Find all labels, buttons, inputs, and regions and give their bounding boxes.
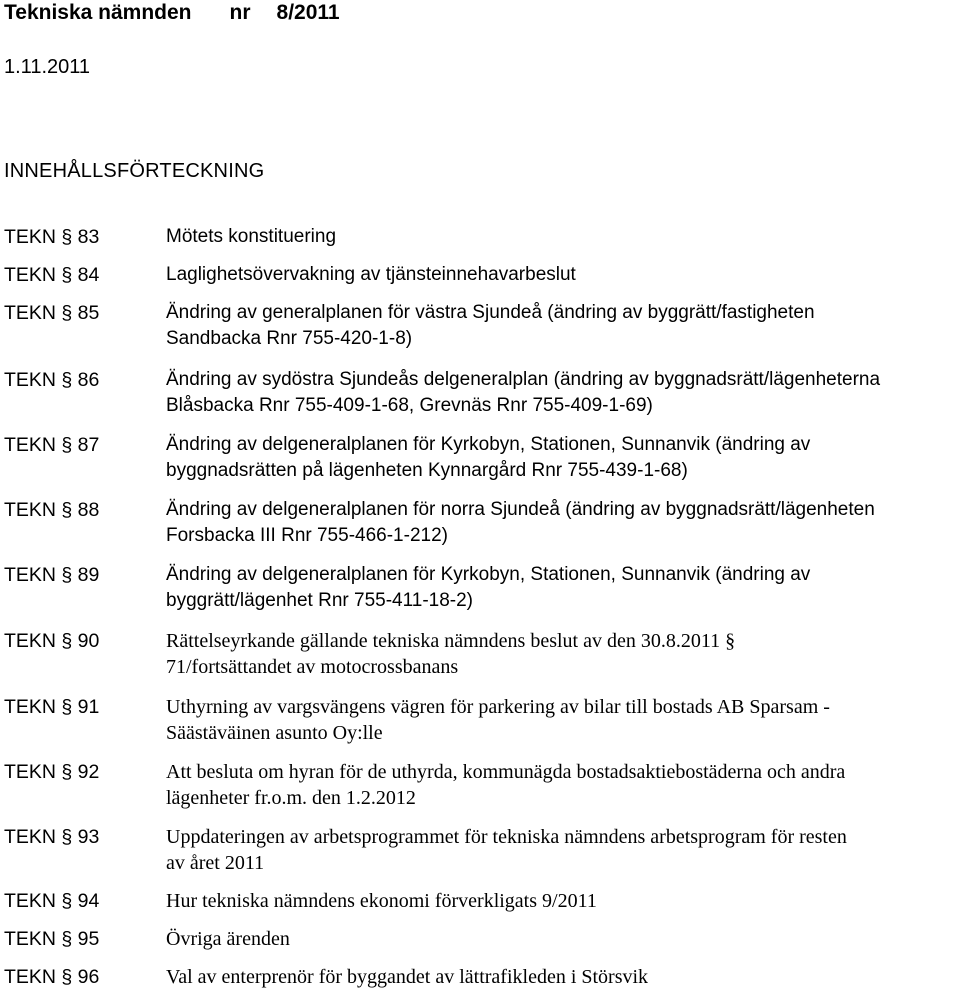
toc-entry-title (166, 824, 847, 876)
toc-entry-title-line2: Blåsbacka Rnr 755-409-1-68, Grevnäs Rnr 755-409-1-69) (166, 395, 653, 416)
toc-entry-title-line2: byggrätt/lägenhet Rnr 755-411-18-2) (166, 590, 474, 611)
toc-entry-title-line1: Mötets konstituering (166, 226, 337, 247)
toc-entry-code: TEKN § 85 (4, 302, 100, 324)
toc-entry-code: TEKN § 88 (4, 499, 100, 521)
toc-heading: INNEHÅLLSFÖRTECKNING (4, 160, 265, 182)
toc-entry-title-line1: Laglighetsövervakning av tjänsteinnehavarbeslut (166, 264, 576, 285)
toc-entry-code: TEKN § 94 (4, 890, 100, 912)
toc-entry-code: TEKN § 96 (4, 966, 100, 988)
meeting-number: 8/2011 (276, 1, 340, 24)
toc-entry-title-line1: Uthyrning av vargsvängens vägren för parkering av bilar till bostads AB Sparsam - (166, 696, 830, 718)
toc-entry-title-line1: Ändring av delgeneralplanen för Kyrkobyn, Stationen, Sunnanvik (ändring av (166, 434, 811, 455)
toc-entry-title (166, 926, 290, 952)
toc-entry-code: TEKN § 87 (4, 434, 100, 456)
toc-entry-title (166, 497, 875, 549)
toc-entry-title-line2: 71/fortsättandet av motocrossbanans (166, 656, 459, 678)
toc-entry-title-line1: Ändring av sydöstra Sjundeås delgeneralplan (ändring av byggnadsrätt/lägenheterna (166, 369, 881, 390)
toc-entry-code: TEKN § 92 (4, 761, 100, 783)
toc-entry-code: TEKN § 95 (4, 928, 100, 950)
toc-entry-code: TEKN § 83 (4, 226, 100, 248)
toc-entry-title (166, 562, 810, 614)
toc-entry-title (166, 262, 576, 288)
toc-entry-title-line1: Ändring av delgeneralplanen för Kyrkobyn, Stationen, Sunnanvik (ändring av (166, 564, 811, 585)
toc-entry-code: TEKN § 90 (4, 630, 100, 652)
document-header (4, 0, 340, 26)
toc-entry-code: TEKN § 86 (4, 369, 100, 391)
meeting-date: 1.11.2011 (4, 56, 91, 78)
toc-entry-title-line1: Uppdateringen av arbetsprogrammet för tekniska nämndens arbetsprogram för resten (166, 826, 847, 848)
toc-entry-title-line2: Säästäväinen asunto Oy:lle (166, 722, 383, 744)
toc-entry-title-line1: Ändring av generalplanen för västra Sjundeå (ändring av byggrätt/fastigheten (166, 302, 815, 323)
toc-entry-title (166, 694, 830, 746)
toc-entry-title (166, 628, 735, 680)
toc-entry-title-line2: av året 2011 (166, 852, 265, 874)
toc-entry-title-line1: Val av enterprenör för byggandet av lättrafikleden i Störsvik (166, 966, 649, 988)
toc-entry-title-line1: Övriga ärenden (166, 928, 290, 950)
toc-entry-code: TEKN § 93 (4, 826, 100, 848)
toc-entry-title-line1: Hur tekniska nämndens ekonomi förverkligats 9/2011 (166, 890, 597, 912)
toc-entry-title (166, 759, 845, 811)
toc-entry-title-line1: Att besluta om hyran för de uthyrda, kommunägda bostadsaktiebostäderna och andra (166, 761, 846, 783)
toc-entry-code: TEKN § 91 (4, 696, 100, 718)
toc-entry-title-line1: Rättelseyrkande gällande tekniska nämndens beslut av den 30.8.2011 § (166, 630, 736, 652)
toc-entry-code: TEKN § 89 (4, 564, 100, 586)
toc-entry-title (166, 964, 648, 990)
toc-entry-title-line2: byggnadsrätten på lägenheten Kynnargård Rnr 755-439-1-68) (166, 460, 688, 481)
committee-name: Tekniska nämnden (4, 1, 192, 24)
toc-entry-title-line2: Sandbacka Rnr 755-420-1-8) (166, 328, 413, 349)
toc-entry-title-line1: Ändring av delgeneralplanen för norra Sjundeå (ändring av byggnadsrätt/lägenheten (166, 499, 875, 520)
toc-entry-title (166, 888, 597, 914)
toc-entry-title (166, 367, 880, 419)
nr-label: nr (229, 1, 251, 24)
toc-entry-title-line2: lägenheter fr.o.m. den 1.2.2012 (166, 787, 416, 809)
toc-entry-title-line2: Forsbacka III Rnr 755-466-1-212) (166, 525, 448, 546)
toc-entry-title (166, 432, 810, 484)
toc-entry-code: TEKN § 84 (4, 264, 100, 286)
toc-entry-title (166, 224, 336, 250)
toc-entry-title (166, 300, 815, 352)
